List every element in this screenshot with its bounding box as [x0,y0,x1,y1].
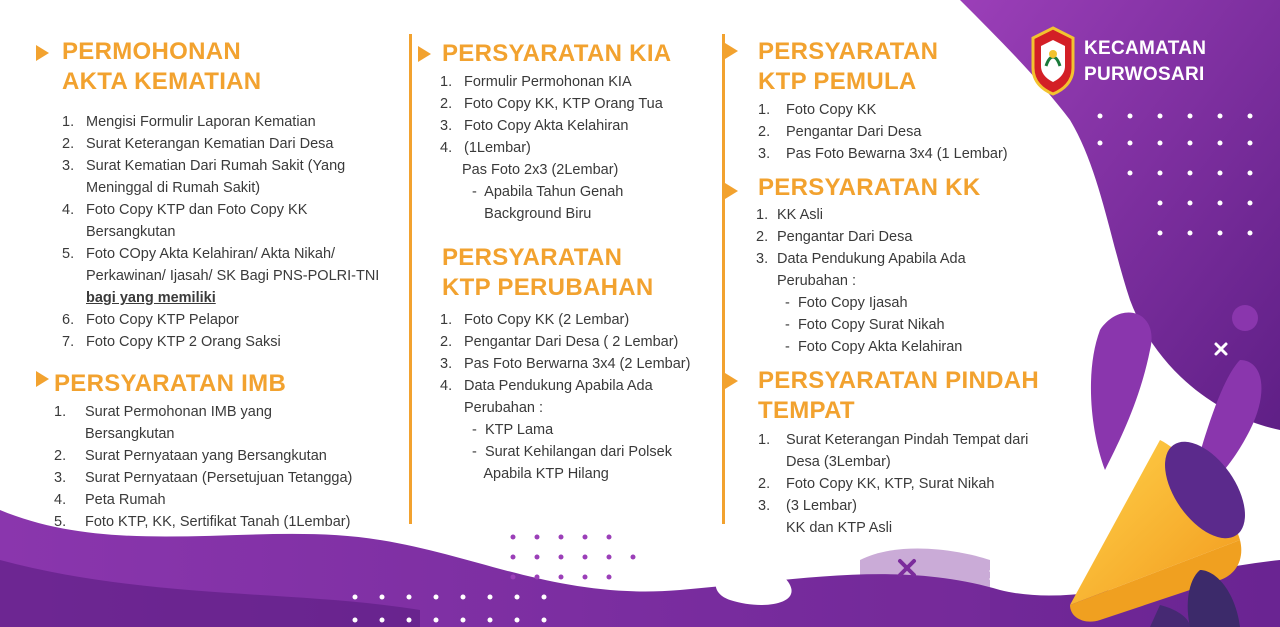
arrow-bullet-icon [418,46,431,62]
list-item: 2. Pengantar Dari Desa [758,124,922,140]
underlined-note: bagi yang memiliki [86,290,216,306]
list-item: 1. Formulir Permohonan KIA [440,74,632,90]
list-ktp-pemula [758,99,1039,165]
list-kia [440,71,690,225]
logo-emblem-icon [1028,26,1078,96]
brand-title [1084,36,1206,88]
list-item: 2. Pengantar Dari Desa [756,229,913,245]
list-item: 2. Surat Keterangan Kematian Dari Desa [62,136,334,152]
list-item: 2. Foto Copy KK, KTP, Surat Nikah [758,476,995,492]
list-item: 3. Pas Foto Bewarna 3x4 (1 Lembar) [758,146,1008,162]
list-akta-kematian [62,111,379,353]
column-2 [418,39,690,485]
column-divider-1 [409,34,412,524]
section-title-imb: PERSYARATAN IMB [54,370,287,397]
list-kk [756,204,1039,358]
list-item: 4. Data Pendukung Apabila Ada Perubahan : - KTP Lama - Surat Kehilangan dari Polsek Apabila KTP Hilang [440,378,672,482]
arrow-bullet-icon [725,373,738,389]
section-title-kk: PERSYARATAN KK [758,174,981,201]
column-3 [732,37,1039,539]
list-imb [54,401,379,533]
column-divider-2 [722,34,725,524]
list-item: 4. Peta Rumah [54,492,166,508]
brand-line1: KECAMATAN [1084,38,1207,59]
list-item: 1. Surat Keterangan Pindah Tempat dari Desa (3Lembar) [758,432,1029,470]
list-item: 1. Surat Permohonan IMB yang Bersangkutan [54,404,272,442]
brand-line2: PURWOSARI [1084,64,1205,85]
list-item: 2. Foto Copy KK, KTP Orang Tua [440,96,663,112]
section-title-ktp-perubahan: PERSYARATAN KTP PERUBAHAN [442,244,654,301]
list-item: 1. KK Asli [756,207,823,223]
section-title-akta-kematian: PERMOHONAN AKTA KEMATIAN [62,38,262,95]
megaphone-icon [1040,420,1280,627]
list-pindah-tempat [758,429,1039,539]
list-item: 1. Mengisi Formulir Laporan Kematian [62,114,316,130]
section-title-kia: PERSYARATAN KIA [442,40,672,67]
list-item: 3. Foto Copy Akta Kelahiran [440,118,629,134]
list-item: 5. Foto KTP, KK, Sertifikat Tanah (1Lembar) [54,514,351,530]
list-item: 1. Foto Copy KK [758,102,877,118]
list-item: 3. Pas Foto Berwarna 3x4 (2 Lembar) [440,356,691,372]
list-item: 3. Data Pendukung Apabila Ada Perubahan : - Foto Copy Ijasah - Foto Copy Surat Nikah - Foto Copy Akta Kelahiran [756,251,966,355]
list-item: 3. Surat Kematian Dari Rumah Sakit (Yang Meninggal di Rumah Sakit) [62,158,346,196]
list-item: 1. Foto Copy KK (2 Lembar) [440,312,630,328]
list-item: 7. Foto Copy KTP 2 Orang Saksi [62,334,281,350]
list-item: 5. Foto COpy Akta Kelahiran/ Akta Nikah/ Perkawinan/ Ijasah/ SK Bagi PNS-POLRI-TNI bagi yang memiliki [62,243,379,309]
arrow-bullet-icon [725,43,738,59]
list-item: 2. Pengantar Dari Desa ( 2 Lembar) [440,334,679,350]
section-title-pindah-tempat: PERSYARATAN PINDAH TEMPAT [758,367,1039,424]
list-item: 4. Foto Copy KTP dan Foto Copy KK Bersangkutan [62,202,308,240]
list-ktp-perubahan [440,309,690,485]
column-1 [36,37,379,533]
section-title-ktp-pemula: PERSYARATAN KTP PEMULA [758,38,939,95]
arrow-bullet-icon [36,45,49,61]
list-item: 4. (1Lembar) Pas Foto 2x3 (2Lembar) - Apabila Tahun Genah Background Biru [440,140,624,222]
list-item: 3. Surat Pernyataan (Persetujuan Tetangga) [54,470,353,486]
arrow-bullet-icon [36,371,49,387]
arrow-bullet-icon [725,183,738,199]
list-item: 3. (3 Lembar) KK dan KTP Asli [758,498,893,536]
list-item: 6. Foto Copy KTP Pelapor [62,312,239,328]
list-item: 2. Surat Pernyataan yang Bersangkutan [54,448,327,464]
